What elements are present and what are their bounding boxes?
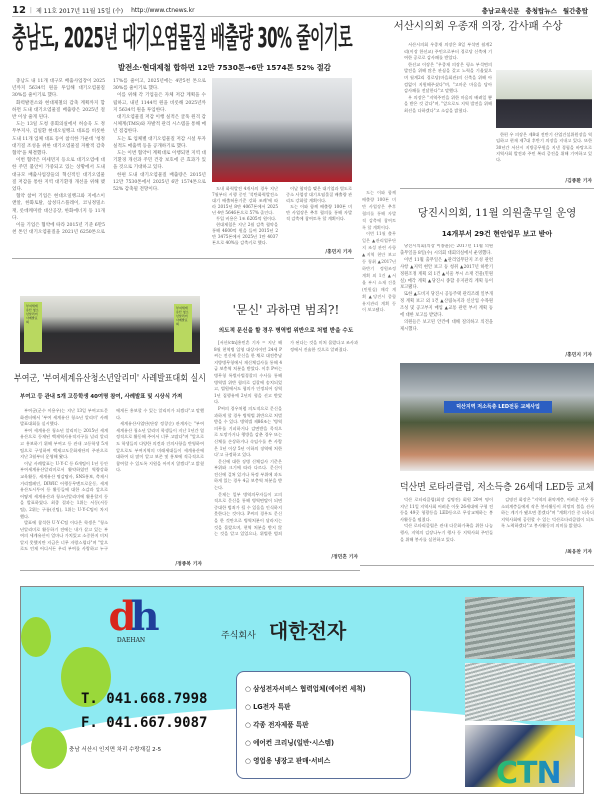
- site-url[interactable]: http://www.ctnews.kr: [131, 7, 195, 14]
- circle-bullet-icon: ○: [245, 739, 254, 747]
- company-prefix: 주식회사: [221, 631, 256, 641]
- buyeo-photo-banner: 부여세계유산 청소년알리미 사례발표회: [24, 302, 42, 352]
- tattoo-body: [서산/ctn]홍민흔 기자 = 지난 해 8월 현역병 입영 대상자이던 24세 P씨는 전신에 문신을 한 채로 대전충남지방병무청에서 재신체검사를 통해 4급 보충역 처분을 받았다. 이후 P씨는 병무청 특별사법경찰의 수사를 통해 병역법 위반 혐의로 검찰에 송치되었고, 법원에서도 혐의가 인정되어 징역 1년 집행유예 2년의 형을 선고 받았다. P씨의 경우처럼 의도적으로 문신을 과하게 할 경우 병역법 위반으로 처벌 받을 수 있다. 병역법 제86조는 '병역의무를 기피하거나 감면받을 목적으로 도망가거나 행방을 감춘 경우 또는 신체를 손상하거나 속임수를 쓴 사람은 1년 이상 5년 이하의 징역에 처한다'고 규정하고 있다. 문신에 대한 징병 신체검사 기준은 부위와 크기에 따라 다르다. 문신이 전신에 걸쳐 있거나 특정 부위에 과도하게 있는 경우 4급 보충역 처분을 받는다. 문제는 일부 병역의무자들이 고의적으로 문신을 통해 병역면탈이 되면 중대한 범죄가 될 수 있음을 인식하지 못한다는 것이다. P씨의 경우도 문신을 한 것만으로 병역처분이 달라지는 것을 몰랐으며, 현역 처분을 받지 않는 것을 알고 있었으나, 위법한 범죄가 된다는 것을 미처 몰랐다고 조사과정에서 진술한 것으로 알려졌다.: [214, 340, 358, 537]
- deoksan-headline: 덕산면 로타리클럽, 저소득층 26세대 LED등 교체: [400, 482, 595, 493]
- tattoo-headline: '문신' 과하면 범죄?!: [232, 303, 340, 317]
- divider: [20, 570, 360, 571]
- buyeo-photo: [20, 296, 200, 364]
- services-list: [236, 671, 411, 779]
- circle-bullet-icon: ○: [245, 757, 254, 765]
- deoksan-body: 덕산 로타리클럽(회장 김명진) 회원 20여 명이 지난 11일 지역사회 어려운 이웃 26세대에 구형 전등을 49곳 형광등을 LED등으로 무상교체하는 봉사활동을 펼쳤다. 덕산 로타리클럽은 관내 다문화가족을 위한 나눔행사, 지역의 김장나누기 행사 등 지역사회 주민들을 위해 봉사를 실천하고 있다. 김명진 회장은 "지역의 취약계층, 어려운 이웃 등 소외계층들에게 작은 봉사활동이 희망의 불을 선사하는 계기가 됐으면 좋겠다"며 "계획기간 중 더욱더 지역사회에 공헌할 수 있는 덕산로타리클럽이 되도록 노력하겠다"고 봉사활동의 의미를 밝혔다.: [400, 497, 594, 542]
- seosan-photo: [496, 70, 592, 128]
- seosan-body-2: 한편 우 의장은 제8대 전반기 산업건설위원장을 역임하고 현재 제7대 후반기 의장을 지내고 있다. 또한 30년간 서산시 지방공무원을 지낸 경험을 바탕으로 지역사회 발전과 주민 복리 증진을 위해 기여하고 있다.: [496, 132, 592, 163]
- tattoo-byline: /정민흔 기자: [331, 555, 358, 560]
- tel-number[interactable]: T. 041.668.7998: [81, 691, 208, 707]
- deoksan-banner: 덕산지역 저소득층 LED전등 교체사업: [444, 401, 552, 413]
- ctn-logo: CTN: [496, 756, 561, 791]
- logo-text: DAEHAN: [116, 637, 146, 644]
- circle-bullet-icon: ○: [245, 721, 254, 729]
- page-header: [12, 5, 588, 17]
- divider: [400, 188, 594, 189]
- dangjin-byline: /홍민지 기자: [565, 353, 592, 358]
- seosan-headline: 서산시의회 우종재 의장, 감사패 수상: [393, 20, 563, 32]
- circle-bullet-icon: ○: [245, 703, 254, 711]
- paper-name: 충청탑뉴스: [525, 7, 557, 15]
- service-item: ○ 삼성전자서비스 협력업체(에어컨 세척): [245, 685, 366, 693]
- lead-subheadline: 발전소·현대제철 합하면 12만 7530톤→6만 1574톤 52% 절감: [118, 63, 331, 72]
- tattoo-subheadline: 의도적 문신을 할 경우 병역법 위반으로 처벌 받을 수도: [218, 328, 354, 334]
- seosan-byline: /김종환 기자: [565, 179, 592, 184]
- buyeo-subheadline: 부여고 등 관내 5개 고등학생 40여명 참여, 사례발표 및 시상식 가져: [20, 394, 183, 400]
- paper-name: 충남교육신문: [481, 7, 520, 15]
- service-item: ○ 각종 전자제품 특판: [245, 721, 309, 729]
- buyeo-body: 부여군(군수 이용우)는 지난 13일 부여고도문화센터에서 '부여 세계유산 청소년 알리미' 사례발표대회를 실시했다. 부여 세계유산 청소년 알리미는 2015년 세계유산으로 등재된 백제역사유적지구를 널리 알리고 홍보하기 위해 부여고 등 관내 고등학생 5개팀으로 구성하여 백제고도문화재단의 주관으로 지난 3월부터 운영해 왔다. 이날 사례발표는 U·Y·C 등 6개팀이 1년 동안 부여세계유산알리미로서 활약하였던 역량강화 교육활동, 세계유산 명감탐사, SNS홍보, 축제시 거리캠페인, DIWIC 어행동무맨프로운동, 세계유산도시투어 등 활동들에 대한 소감과 앞으로 어떻게 세계유산과 청소년알리미에 활용할지 등을 발표하였다. 최종 결과는 1위는 서동(서동팀), 2위는 구름(신팀), 1위는 U·Y·C팀이 차지했다. 발표에 참석한 U·Y·C팀 이다은 학생은 "청소년알리미로 활동하기 전에는 내가 살고 있는 부여의 세계유산이 얼마나 가치있고 소중한지 미처 알지 못했지만 지금은 너무 자랑스럽다"며 "앞으로도 언제 어디서든 우리 부여를 사랑하고 누구에게든 홍보할 수 있는 알리미가 되겠다"고 말했다. 세계유산사업단(단장 정창순) 관계자는 "부여세계유산 청소년 알리미 학생들이 지난 1년간 열정적으로 활동해 주어서 너무 고맙다"며 "앞으로도 학생들의 다양한 의견과 건의사항을 반영하여 앞으로도 부여지역의 미래세대들이 세계유산에 대하여 더 많이 알고 보존 및 홍보에 적극적으로 참여할 수 있도록 지원을 아끼지 않겠다"고 밝혔다.: [20, 408, 204, 552]
- circle-bullet-icon: ○: [245, 685, 254, 693]
- company-name: [221, 615, 346, 644]
- divider: [360, 565, 594, 566]
- company-title: 대한전자: [268, 619, 347, 643]
- page-number: 12: [12, 5, 26, 16]
- logo-mark: dh: [108, 593, 154, 640]
- service-item: ○ 영업용 냉장고 판매·서비스: [245, 757, 331, 765]
- tree-icon: [21, 617, 51, 657]
- dangjin-subheadline: 14개부서 29건 현안업무 보고 받아: [441, 230, 553, 238]
- lead-byline: /홍민지 기자: [325, 250, 352, 255]
- tree-icon: [31, 727, 67, 769]
- aircon-photo: [465, 597, 575, 659]
- daehan-logo: [101, 593, 161, 644]
- service-item: ○ 에어컨 크리닝(일반·시스템): [245, 739, 334, 747]
- deoksan-photo: [400, 363, 594, 471]
- deoksan-byline: /최웅찬 기자: [565, 550, 592, 555]
- aircon-photo: [465, 663, 575, 721]
- issue-info: 제 11호 2017년 11월 15일 (수): [35, 8, 124, 15]
- dangjin-headline: 당진시의회, 11월 의원출무일 운영: [417, 207, 577, 219]
- separator: |: [29, 7, 32, 14]
- paper-name: 월간충탑: [562, 7, 588, 15]
- fax-number: F. 041.667.9087: [81, 715, 208, 731]
- lead-body-right: 도내 화력발전 4개사의 경우 지난 7월부터 시행 중인 '석탄화력발전소 대기 배출허용기준 강화 조례'에 따라 2015년 8만 4067톤에서 2025년 4만 5646톤으로 57% 줄인다. 투입 비용은 1조 6205억 원이다. 현대제철은 지난 2월 감축 협약을 통해 4600억 원을 들여 2015년 2만 3475톤에서 2025년 1만 4037톤으로 40%를 감축키로 했다. 이날 협약을 맺은 대기업과 별도로 중소 사업장 대기오염물질 배출량 관리도 강화할 계획이다. 도는 이와 함께 배출량 100톤 미만 사업장은 추후 협의를 통해 자발적 감축에 참여토록 할 계획이다.: [212, 186, 352, 245]
- lead-body-left: 충남도 내 11개 대구모 배출사업장이 2025년까지 5634억 원을 투입해 대기오염물질 30%를 줄이기로 했다. 화력발전소와 현대제철의 감축 계획까지 합하면 도내 대기오염물질 배출량은 2025년 절반 이상 줄게 된다. 도는 13일 도청 중회의실에서 허승욱 도 정무부지사, 김일환 현대오일뱅크 대표를 비롯한 도내 11개 업체 대표 등이 참석한 가운데 '청정 대기질 조성을 위한 대기오염물질 자발적 감축 협약'을 체결했다. 이번 협약은 미세먼지 등으로 대기오염에 대한 주민 불안이 가중되고 있는 상황에서 도내 대규모 배출사업장들의 혁신적인 대기오염물질 저감을 통한 지역 대기환경 개선을 위해 맺었다. 협약 참여 기업은 현대오일뱅크와 지에스이앤알, 한화토탈, 삼성디스플레이, 코닝정밀소재, 롯데케미칼 대산공장, 한화에너지 등 11개다. 이들 기업은 협약에 따라 2015년 기준 6만5천 톤인 대기오염물질을 2021년 6250톤으로 17%를 줄이고, 2025년에는 4만5천 톤으로 30%를 줄이기로 했다. 이를 위해 각 기업들은 자체 저감 계획을 수립하고, 내년 1144억 원을 비롯해 2025년까지 5634억 원을 투입한다. 대기오염물질 저감 이행 실적은 굴뚝 원격 감시체계(TMS)와 자발적 관리 시스템을 통해 매년 점검한다. 도는 또 업체별 대기오염물질 저감 시설 투자 실적도 매출액 등을 공개하기로 했다. 도는 이번 협약이 계획대로 이행되면 지역 대기환경 개선과 주민 건강 보호에 큰 효과가 있을 것으로 기대하고 있다. 한편 도내 대기오염물질 배출량은 2015년 12만 7530톤에서 2025년 6만 1574톤으로 52% 감축될 전망이다.: [12, 79, 206, 236]
- buyeo-headline: 부여군, '부여세계유산청소년알리미' 사례발표대회 실시: [14, 373, 206, 384]
- seosan-body: 서산시의회 우종재 의장은 8일 부석면 월계2리(이장 한선교) 주민으로부터 경로당 신축에 기여한 공로로 감사패를 받았다. 한선교 이장은 "우종재 의장은 평소 부석면의 발전을 위해 많은 관심을 갖고 노력을 기울였으며 월계2리 경로당(마을회관)의 신축을 위해 아낌없이 지원해주셨다"며, "고마운 마음을 담아 감사패를 전달한다"고 말했다. 우 의장은 "지역주민을 위한 마음의 배려일 뿐을 받은 것 같다"며, "앞으로도 지역 발전을 위해 최선을 다하겠다"고 소감을 밝혔다.: [404, 42, 492, 113]
- buyeo-photo-banner: 부여세계유산 청소년알리미 사례발표회: [174, 304, 192, 352]
- divider: [12, 258, 354, 259]
- address: 충남 서산시 인지면 차리 수랑재길 2-5: [69, 747, 162, 753]
- adjacent-column-text: 도는 이와 함께 배출량 100톤 미만 사업장은 추후 협의를 통해 자발적 감축에 참여토록 할 계획이다. 이번 11월 출무일은 ▲관리업무단지 조성 관련 사항 ▲지역 현안 보고 등 청취 ▲2017년 하반기 정원조정 계획 외 1건 ▲서울 부시 소재 건물(민원실) 매각 계획 ▲당진시 종합 유지관리 계획 등이 보고됐다.: [362, 190, 396, 313]
- lead-headline: 충남도, 2025년 대기오염물질 배출량 30% 줄이기로: [12, 21, 353, 54]
- lead-photo: [212, 78, 352, 182]
- service-item: ○ LG전자 특판: [245, 703, 291, 711]
- buyeo-byline: /정종복 기자: [175, 562, 202, 567]
- dangjin-body: 당진시의회(의장 이종윤)는 2017년 11월 의원출무일을 8일(수) 시의회 대회의실에서 운영했다. 이번 11월 출무일은 ▲관리업무단지 조성 관련 사항 ▲지역 현안 보고 등 청취 ▲2017년 하반기 정원조정 계획 외 1건 ▲서울 부시 소재 건물(민원실) 매각 계획 ▲당진시 종합 유지관리 계획 등이 보고됐다. 또한 ▲도비지 당진시 공동주택 관리조례 일부개정 계획 보고 외 1건 ▲산림녹지과 신산업 수목원 조성 및 공고부지 매입 ▲교통 관련 부서 계획 등에 대한 보고를 받았다. 의원들은 보고된 안건에 대해 질의하고 의견을 제시했다.: [400, 244, 493, 332]
